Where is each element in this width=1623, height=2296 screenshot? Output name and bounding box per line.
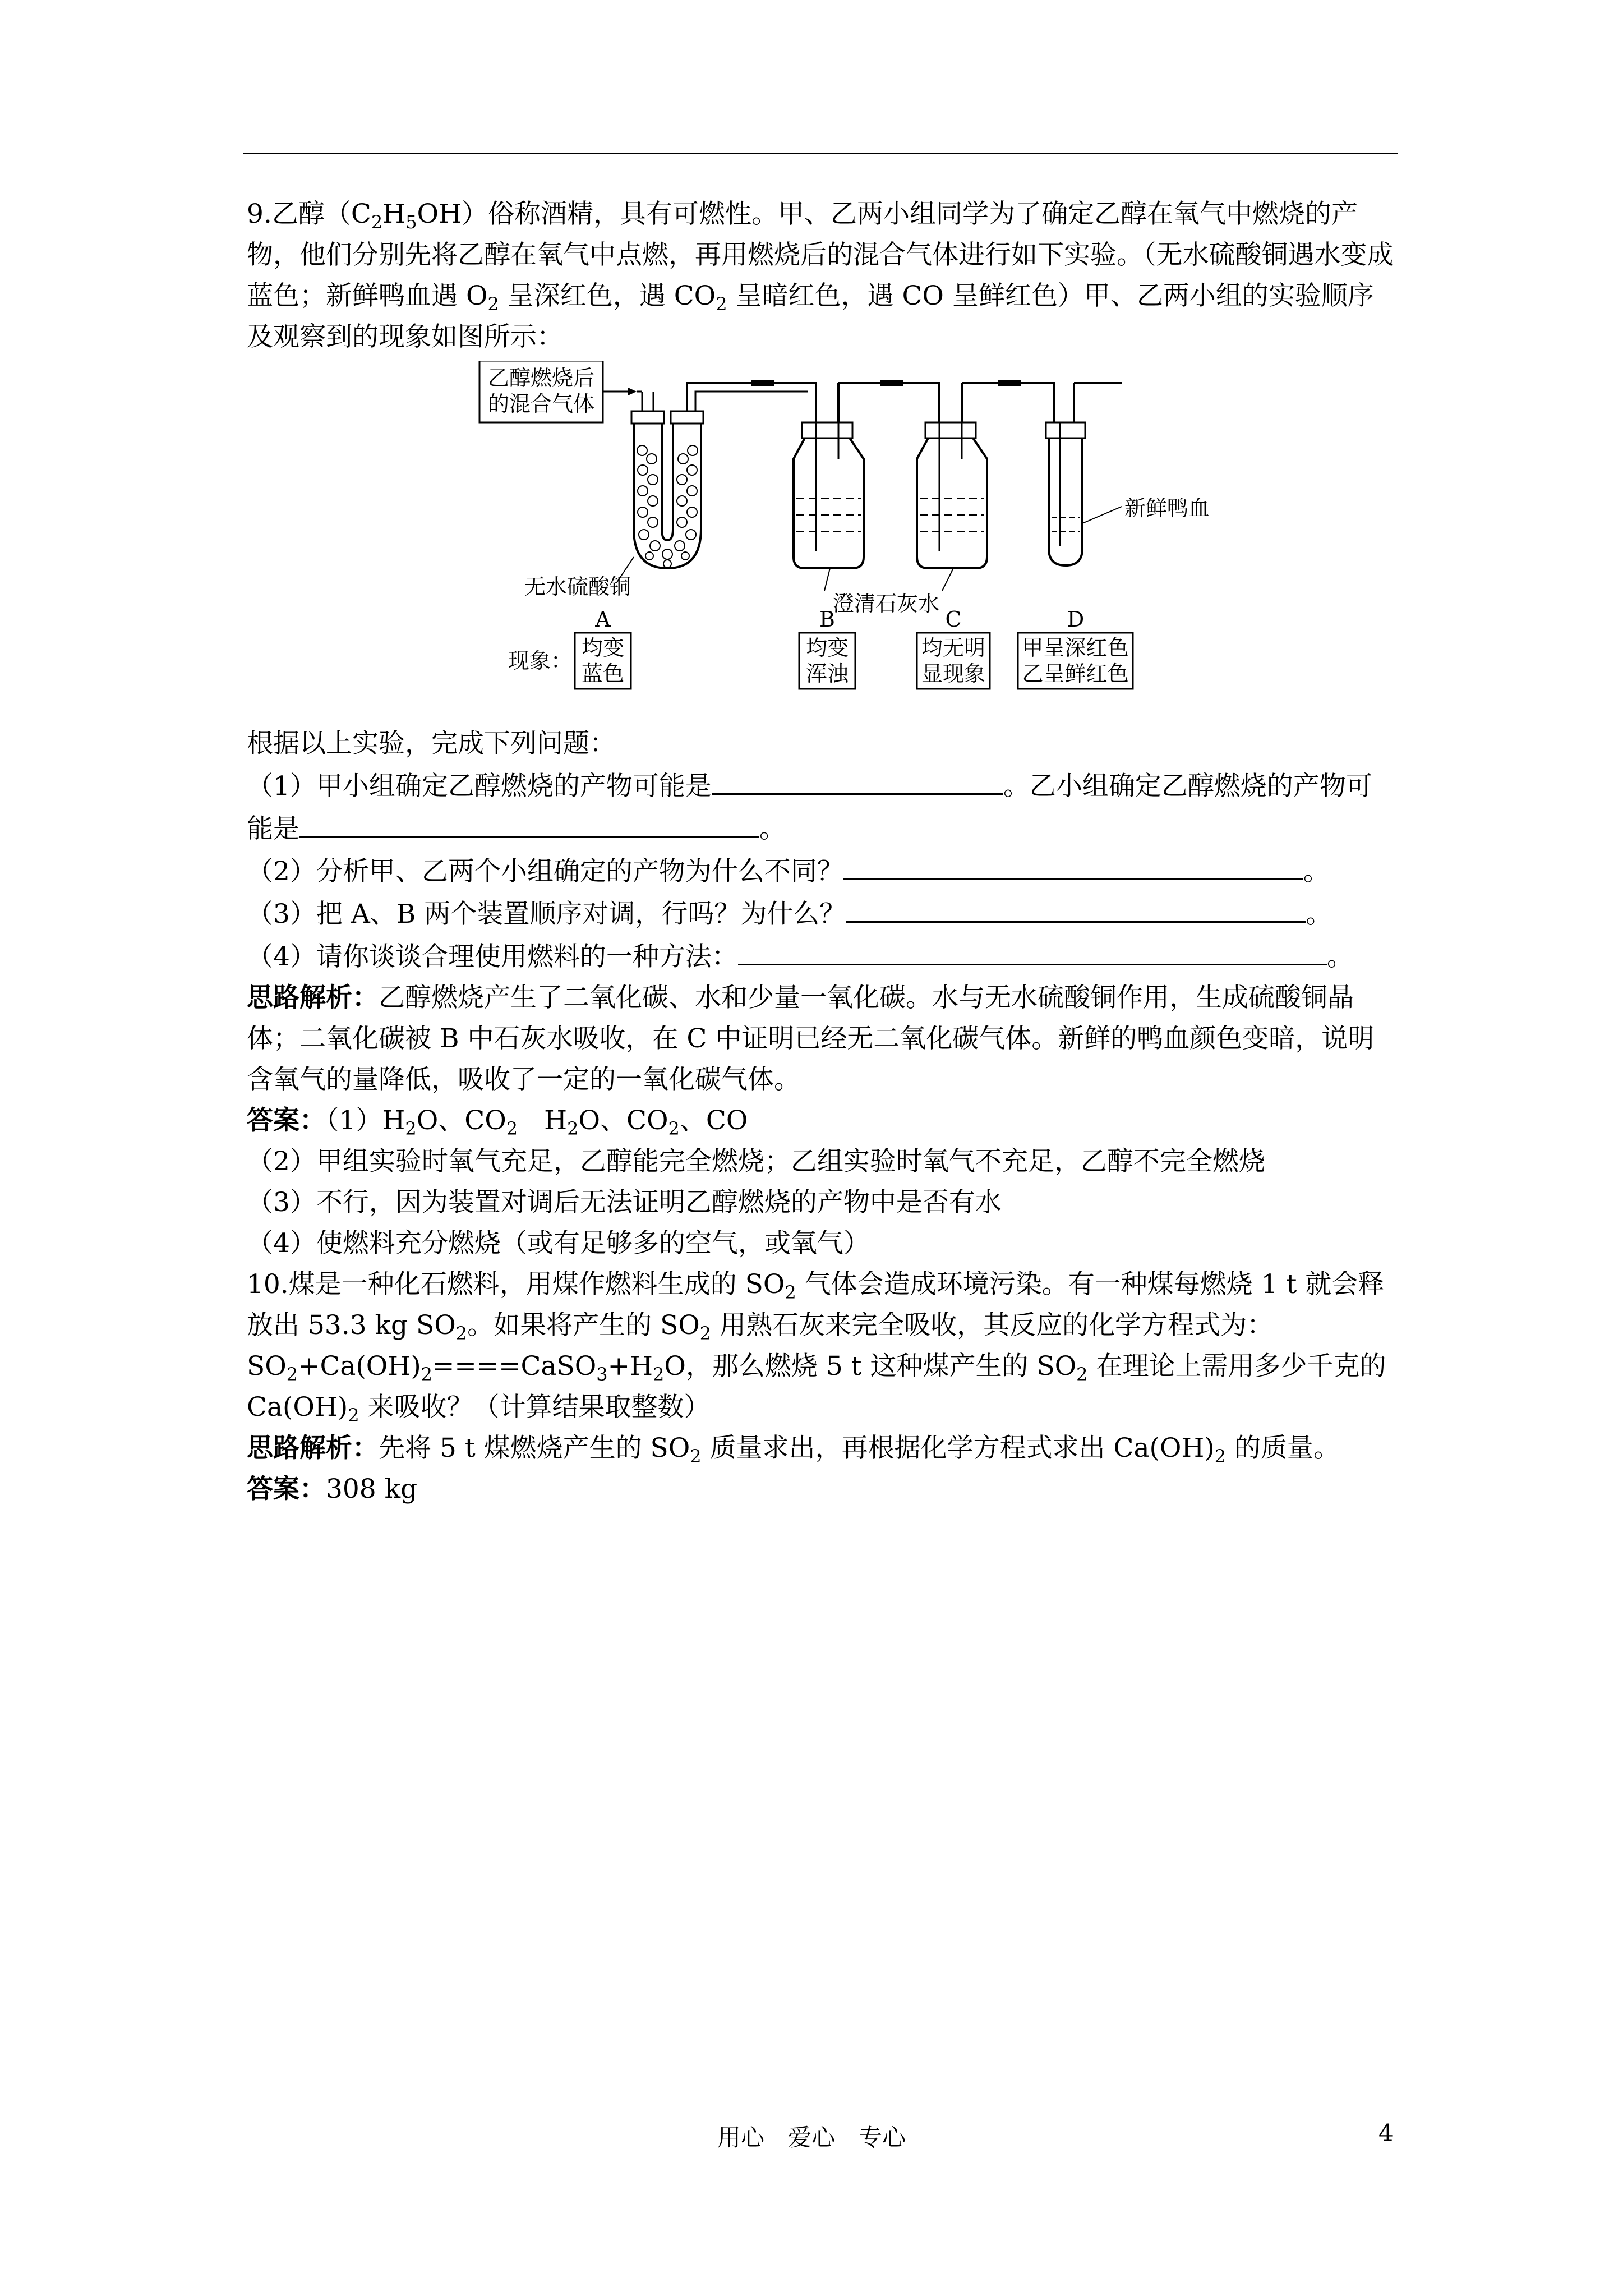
answer-blank[interactable] [738, 935, 1327, 965]
text: 呈暗红色，遇 CO 呈鲜红色）甲、乙两小组的实验顺序及观察到的现象如图所示： [247, 280, 1374, 352]
q9-answer-2: （2）甲组实验时氧气充足，乙醇能完全燃烧；乙组实验时氧气不充足，乙醇不完全燃烧 [247, 1146, 1265, 1177]
subscript: 5 [405, 211, 417, 233]
page-content [247, 194, 1396, 1510]
q9-answer-3: （3）不行，因为装置对调后无法证明乙醇燃烧的产物中是否有水 [247, 1187, 1002, 1218]
q9-analysis: 思路解析：乙醇燃烧产生了二氧化碳、水和少量一氧化碳。水与无水硫酸铜作用，生成硫酸铜晶体；二氧化碳被 B 中石灰水吸收，在 C 中证明已经无二氧化碳气体。新鲜的鸭血颜色变暗，说明含氧气的量降低，吸收了一定的一氧化碳气体。 [247, 982, 1375, 1095]
text: H [382, 199, 406, 229]
label-B: B [819, 607, 835, 632]
q9-part2: （2）分析甲、乙两个小组确定的产物为什么不同？ 。 [247, 849, 1396, 892]
subscript: 2 [716, 293, 727, 315]
answer-blank[interactable] [712, 764, 1003, 795]
q10-stem: 10.煤是一种化石燃料，用煤作燃料生成的 $SO_2$ 气体会造成环境污染。有一种煤每燃烧 1 t 就会释放出 53.3 kg $SO_2$。如果将产生的 $SO_2$ 用熟石灰来完全吸收，其反应的化学方程式为：$SO_2+Ca(OH)_2====CaSO_3+H_2O$，那么燃烧 5 t 这种煤产生的 $SO_2$ 在理论上需用多少千克的 $Ca(OH)_2$ 来吸收？（计算结果取整数） [247, 1269, 1386, 1426]
q9-part1: （1）甲小组确定乙醇燃烧的产物可能是 。乙小组确定乙醇燃烧的产物可能是 。 [247, 764, 1396, 849]
label-limewater: 澄清石灰水 [832, 591, 939, 616]
q9-part4: （4）请你谈谈合理使用燃料的一种方法： 。 [247, 935, 1396, 977]
label-fresh-duck-blood: 新鲜鸭血 [1124, 496, 1210, 521]
label-C: C [945, 607, 962, 632]
phenomenon-label: 现象： [508, 648, 572, 673]
answer-blank[interactable] [846, 892, 1306, 923]
footer-motto: 用心 爱心 专心 [717, 2124, 906, 2151]
apparatus-figure [247, 361, 1396, 720]
text: 9.乙醇（C [247, 199, 371, 229]
obs-A: 均变 蓝色 [581, 636, 624, 686]
gas-source-label: 乙醇燃烧后 的混合气体 [487, 366, 594, 416]
q9-answer-4: （4）使燃料充分燃烧（或有足够多的空气，或氧气） [247, 1228, 870, 1259]
label-A: A [595, 607, 611, 632]
label-anhydrous-cuso4: 无水硫酸铜 [524, 574, 631, 599]
q10-analysis: 思路解析：先将 5 t 煤燃烧产生的 $SO_2$ 质量求出，再根据化学方程式求出 $Ca(OH)_2$ 的质量。 [247, 1433, 1340, 1467]
answer-blank[interactable] [843, 849, 1303, 880]
q9-answer-1: 答案：$(1)H_2O$、$CO_2$ $H_2O$、$CO_2$、CO [247, 1105, 748, 1139]
obs-D: 甲呈深红色 乙呈鲜红色 [1022, 636, 1129, 686]
answer-blank[interactable] [299, 807, 759, 838]
q10-answer: 答案：308 kg [247, 1474, 418, 1504]
text: 呈深红色，遇 CO [499, 280, 716, 311]
q9-intro: 根据以上实验，完成下列问题： [247, 728, 616, 759]
obs-B: 均变 浑浊 [805, 636, 849, 686]
label-D: D [1067, 607, 1085, 632]
header-rule [243, 153, 1398, 154]
obs-C: 均无明 显现象 [921, 636, 985, 686]
q9-stem [247, 194, 1396, 357]
subscript: 2 [371, 211, 383, 233]
text: OH）俗称酒精，具有可燃性。甲、乙两小组同学为了确定乙醇在氧气中燃烧的产物，他们分别先将乙醇在氧气中点燃，再用燃烧后的混合气体进行如下实验。（无水硫酸铜遇水变成蓝色；新鲜鸭血遇 O [247, 199, 1394, 311]
page-number: 4 [1378, 2119, 1394, 2147]
subscript: 2 [487, 293, 499, 315]
q9-part3: （3）把 A、B 两个装置顺序对调，行吗？为什么？ 。 [247, 892, 1396, 935]
